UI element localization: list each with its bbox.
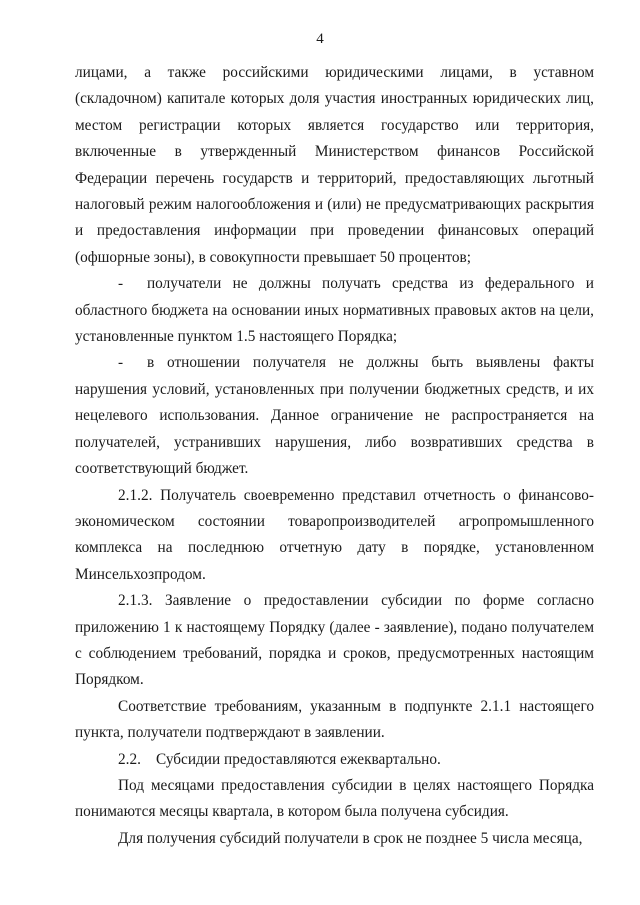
bullet-text: в отношении получателя не должны быть выявлены факты нарушения условий, установленных при получении бюджетных средств, и их нецелевого использования. Данное ограничение не распространяется на получателей, устранивших нарушения, либо возвративших средства в соответствующий бюджет. — [75, 354, 594, 478]
section-number: 2.2. — [118, 750, 141, 768]
bullet-dash: - — [118, 275, 124, 293]
paragraph-2-1-3: 2.1.3. Заявление о предоставлении субсидии по форме согласно приложению 1 к настоящему Порядку (далее - заявление), подано получателем с соблюдением требований, порядка и сроков, предусмотренных настоящим Порядком. — [75, 592, 594, 689]
paragraph-subsidy-deadline: Для получения субсидий получатели в срок не позднее 5 числа месяца, — [118, 829, 583, 847]
bullet-item-no-other-funding — [75, 271, 594, 350]
paragraph-2-1-2: 2.1.2. Получатель своевременно представил отчетность о финансово-экономическом состоянии товаропроизводителей агропромышленного комплекса на последнюю отчетную дату в порядке, установленном Минсельхозпродом. — [75, 486, 594, 583]
paragraph-2-2 — [75, 747, 594, 773]
paragraph-subsidy-months: Под месяцами предоставления субсидии в целях настоящего Порядка понимаются месяцы квартала, в котором была получена субсидия. — [75, 776, 594, 821]
page-number: 4 — [316, 31, 324, 47]
paragraph-compliance-confirmation: Соответствие требованиям, указанным в подпункте 2.1.1 настоящего пункта, получатели подтверждают в заявлении. — [75, 697, 594, 742]
document-body — [75, 60, 594, 852]
section-text: Субсидии предоставляются ежеквартально. — [156, 750, 441, 768]
bullet-text: получатели не должны получать средства из федерального и областного бюджета на основании иных нормативных правовых актов на цели, установленные пунктом 1.5 настоящего Порядка; — [75, 275, 594, 346]
bullet-item-no-violations — [75, 350, 594, 482]
paragraph-offshore-continuation: лицами, а также российскими юридическими лицами, в уставном (складочном) капитале которых доля участия иностранных юридических лиц, местом регистрации которых является государство или территория, включенные в утвержденный Министерством финансов Российской Федерации перечень государств и территорий, предоставляющих льготный налоговый режим налогообложения и (или) не предусматривающих раскрытия и предоставления информации при проведении финансовых операций (офшорные зоны), в совокупности превышает 50 процентов; — [75, 64, 594, 266]
bullet-dash: - — [118, 354, 124, 372]
